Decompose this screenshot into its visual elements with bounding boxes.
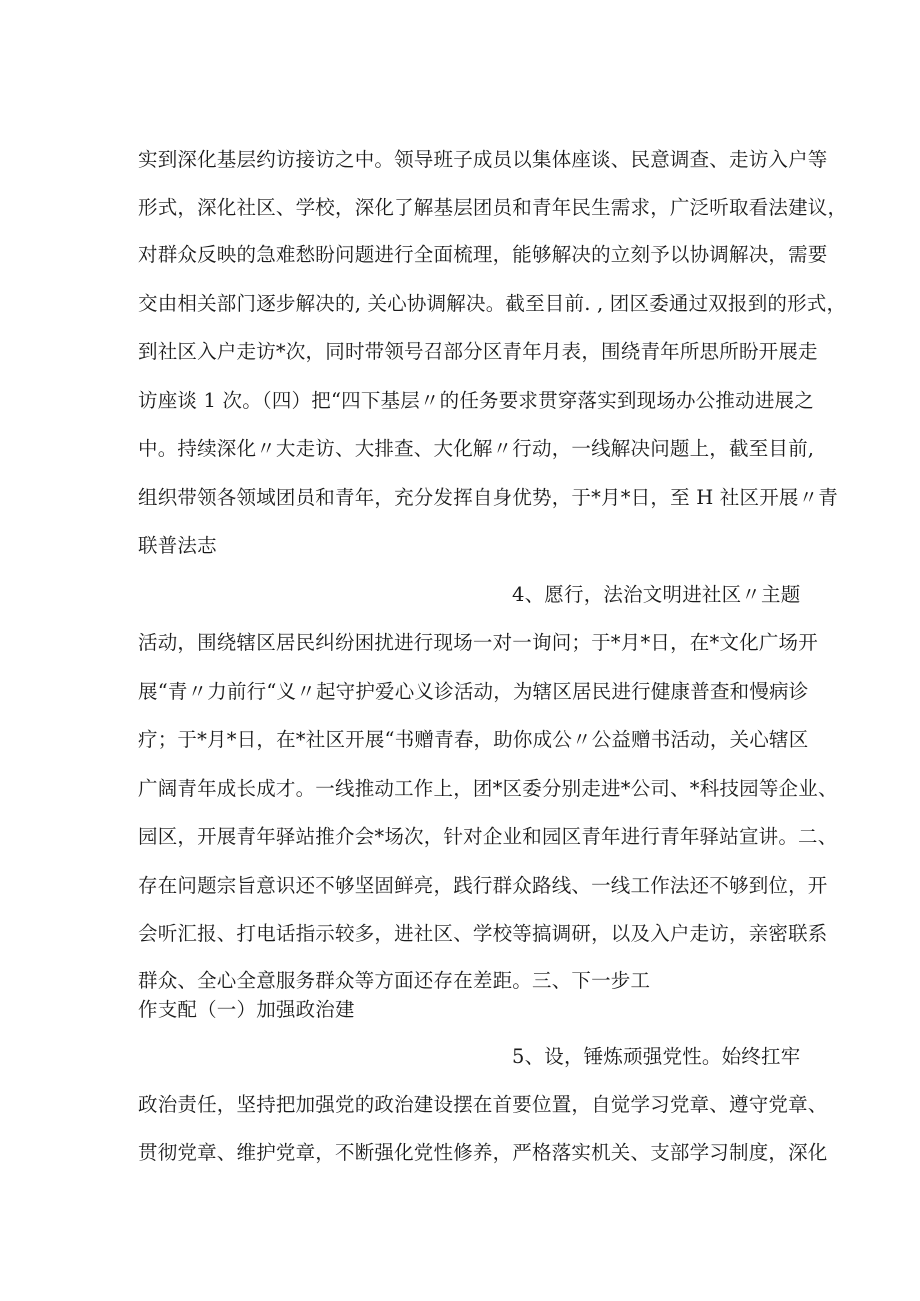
text-line: 广阔青年成长成才。一线推动工作上，团*区委分别走进*公司、*科技园等企业、 <box>138 777 838 800</box>
text-line: 政治责任，坚持把加强党的政治建设摆在首要位置，自觉学习党章、遵守党章、 <box>138 1093 828 1116</box>
text-line: 中。持续深化〃大走访、大排查、大化解〃行动，一线解决问题上，截至目前, <box>138 437 815 460</box>
text-line: 作支配（一）加强政治建 <box>138 998 355 1021</box>
section-heading-4: 4、愿行，法治文明进社区〃主题 <box>512 583 801 606</box>
text-line: 存在问题宗旨意识还不够坚固鲜亮，践行群众路线、一线工作法还不够到位，开 <box>138 874 828 897</box>
text-line: 疗；于*月*日，在*社区开展“书赠青春，助你成公〃公益赠书活动，关心辖区 <box>138 728 809 751</box>
text-line: 形式，深化社区、学校，深化了解基层团员和青年民生需求，广泛听取看法建议， <box>138 196 848 219</box>
text-line: 实到深化基层约访接访之中。领导班子成员以集体座谈、民意调查、走访入户等 <box>138 148 828 171</box>
text-line: 交由相关部门逐步解决的, 关心协调解决。截至目前. , 团区委通过双报到的形式， <box>138 292 847 315</box>
text-line: 活动，围绕辖区居民纠纷困扰进行现场一对一询问；于*月*日，在*文化广场开 <box>138 631 818 654</box>
text-line: 访座谈 1 次。（四）把“四下基层〃的任务要求贯穿落实到现场办公推动进展之 <box>138 389 814 412</box>
text-line: 贯彻党章、维护党章，不断强化党性修养，严格落实机关、支部学习制度，深化 <box>138 1141 828 1164</box>
text-line: 到社区入户走访*次，同时带领号召部分区青年月表，围绕青年所思所盼开展走 <box>138 340 818 363</box>
text-line: 展“青〃力前行“义〃起守护爱心义诊活动，为辖区居民进行健康普查和慢病诊 <box>138 680 809 703</box>
text-line: 群众、全心全意服务群众等方面还存在差距。三、下一步工 <box>138 969 651 992</box>
text-line: 组织带领各领域团员和青年，充分发挥自身优势，于*月*日，至 H 社区开展〃青 <box>138 486 839 509</box>
text-line: 会听汇报、打电话指示较多，进社区、学校等搞调研，以及入户走访，亲密联系 <box>138 922 828 945</box>
text-line: 园区，开展青年驿站推介会*场次，针对企业和园区青年进行青年驿站宣讲。二、 <box>138 825 838 848</box>
text-line: 联普法志 <box>138 534 217 557</box>
section-heading-5: 5、设，锤炼顽强党性。始终扛牢 <box>512 1045 801 1068</box>
text-line: 对群众反映的急难愁盼问题进行全面梳理，能够解决的立刻予以协调解决，需要 <box>138 243 828 266</box>
